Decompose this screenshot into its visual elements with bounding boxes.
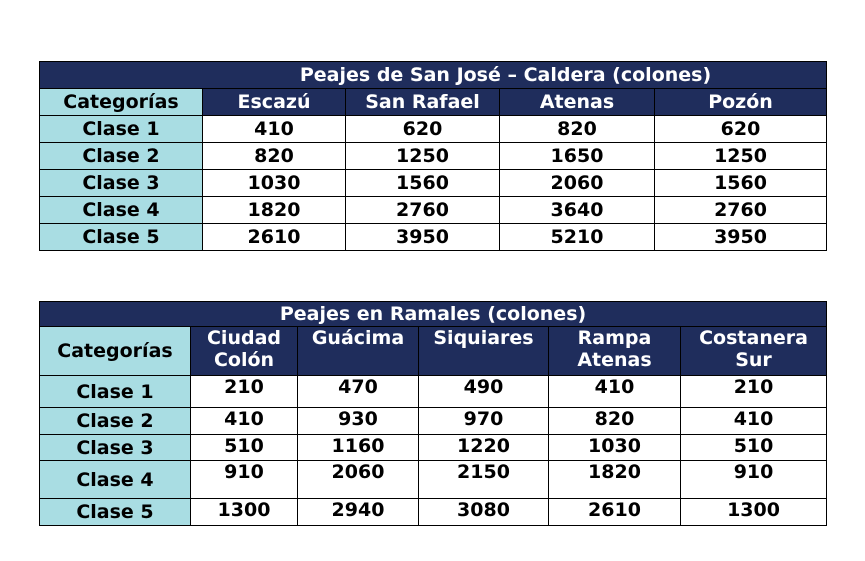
toll-value-cell: 2610: [549, 499, 681, 526]
toll-value-cell: 910: [681, 461, 827, 499]
toll-value-cell: 820: [549, 408, 681, 435]
category-cell: Clase 4: [40, 461, 191, 499]
header-row: [40, 327, 827, 376]
table-row: [40, 408, 827, 435]
table-title-row: [40, 302, 827, 327]
toll-value-cell: 490: [419, 376, 549, 408]
table-title: Peajes de San José – Caldera (colones): [299, 64, 712, 86]
table-title-row: [40, 62, 827, 89]
header-line: Siquiares: [433, 327, 534, 349]
toll-value-cell: 510: [681, 435, 827, 461]
column-header: [681, 327, 827, 376]
categories-header: Categorías: [40, 89, 203, 116]
header-line: Atenas: [577, 349, 652, 371]
toll-value-cell: 3950: [655, 224, 827, 251]
toll-value-cell: 1160: [298, 435, 419, 461]
category-cell: Clase 2: [40, 408, 191, 435]
category-cell: Clase 1: [40, 376, 191, 408]
toll-value-cell: 1560: [655, 170, 827, 197]
column-header: San Rafael: [346, 89, 500, 116]
header-line: Guácima: [311, 327, 405, 349]
toll-value-cell: 620: [346, 116, 500, 143]
table-row: [40, 435, 827, 461]
toll-table-ramales: [39, 301, 827, 526]
toll-value-cell: 1250: [655, 143, 827, 170]
header-line: Categorías: [57, 340, 173, 362]
toll-value-cell: 1030: [549, 435, 681, 461]
column-header: [549, 327, 681, 376]
toll-value-cell: 820: [500, 116, 655, 143]
column-header: Atenas: [500, 89, 655, 116]
table-row: [40, 143, 827, 170]
toll-value-cell: 930: [298, 408, 419, 435]
toll-value-cell: 1820: [549, 461, 681, 499]
category-cell: Clase 5: [40, 499, 191, 526]
header-line: Sur: [735, 349, 772, 371]
toll-value-cell: 3950: [346, 224, 500, 251]
header-line: Costanera: [699, 327, 808, 349]
table-row: [40, 499, 827, 526]
toll-value-cell: 210: [681, 376, 827, 408]
toll-value-cell: 1650: [500, 143, 655, 170]
category-cell: Clase 4: [40, 197, 203, 224]
category-cell: Clase 3: [40, 170, 203, 197]
toll-value-cell: 1560: [346, 170, 500, 197]
toll-value-cell: 470: [298, 376, 419, 408]
header-line: Ciudad: [206, 327, 281, 349]
toll-table-san-jose-caldera: [39, 61, 827, 251]
table-row: [40, 224, 827, 251]
category-cell: Clase 2: [40, 143, 203, 170]
table-title: Peajes en Ramales (colones): [40, 302, 827, 327]
table-row: [40, 170, 827, 197]
toll-value-cell: 410: [203, 116, 346, 143]
toll-value-cell: 620: [655, 116, 827, 143]
toll-value-cell: 3640: [500, 197, 655, 224]
toll-value-cell: 410: [681, 408, 827, 435]
toll-value-cell: 2940: [298, 499, 419, 526]
toll-value-cell: 1030: [203, 170, 346, 197]
header-line: Rampa: [577, 327, 652, 349]
toll-value-cell: 2060: [298, 461, 419, 499]
column-header: Pozón: [655, 89, 827, 116]
header-row: [40, 89, 827, 116]
toll-value-cell: 2060: [500, 170, 655, 197]
toll-value-cell: 820: [203, 143, 346, 170]
toll-value-cell: 1250: [346, 143, 500, 170]
header-line: Colón: [213, 349, 275, 371]
toll-value-cell: 910: [191, 461, 298, 499]
column-header: [298, 327, 419, 376]
column-header: Escazú: [203, 89, 346, 116]
toll-value-cell: 5210: [500, 224, 655, 251]
category-cell: Clase 3: [40, 435, 191, 461]
table-row: [40, 461, 827, 499]
toll-value-cell: 2150: [419, 461, 549, 499]
toll-value-cell: 2760: [655, 197, 827, 224]
column-header: [419, 327, 549, 376]
toll-value-cell: 1220: [419, 435, 549, 461]
toll-value-cell: 510: [191, 435, 298, 461]
toll-value-cell: 410: [191, 408, 298, 435]
toll-value-cell: 1820: [203, 197, 346, 224]
category-cell: Clase 5: [40, 224, 203, 251]
toll-value-cell: 210: [191, 376, 298, 408]
categories-header: [40, 327, 191, 376]
category-cell: Clase 1: [40, 116, 203, 143]
column-header: [191, 327, 298, 376]
table-title-cell: [40, 62, 827, 89]
table-row: [40, 116, 827, 143]
toll-value-cell: 410: [549, 376, 681, 408]
toll-value-cell: 1300: [681, 499, 827, 526]
toll-value-cell: 3080: [419, 499, 549, 526]
table-row: [40, 197, 827, 224]
toll-value-cell: 2610: [203, 224, 346, 251]
toll-value-cell: 2760: [346, 197, 500, 224]
table-row: [40, 376, 827, 408]
toll-value-cell: 1300: [191, 499, 298, 526]
toll-value-cell: 970: [419, 408, 549, 435]
